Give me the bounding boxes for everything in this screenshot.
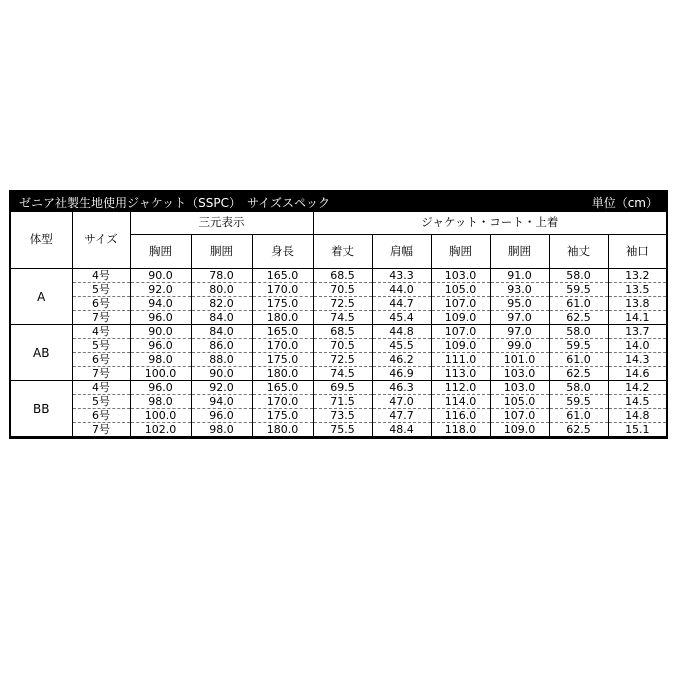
value-cell: 107.0 [431,297,490,311]
size-cell: 7号 [72,311,130,325]
value-cell: 13.7 [608,325,666,339]
value-cell: 96.0 [130,339,191,353]
value-cell: 84.0 [191,325,252,339]
header-size: サイズ [72,212,130,269]
value-cell: 74.5 [313,367,372,381]
value-cell: 94.0 [191,395,252,409]
value-cell: 98.0 [191,423,252,437]
value-cell: 59.5 [549,283,608,297]
header-col: 袖口 [608,235,666,269]
table-row [11,381,666,395]
table-row [11,367,666,381]
header-col: 袖丈 [549,235,608,269]
value-cell: 14.2 [608,381,666,395]
value-cell: 103.0 [490,381,549,395]
value-cell: 44.7 [372,297,431,311]
value-cell: 68.5 [313,325,372,339]
value-cell: 107.0 [490,409,549,423]
value-cell: 14.6 [608,367,666,381]
value-cell: 93.0 [490,283,549,297]
body-type-cell: BB [11,381,72,437]
table-row [11,423,666,437]
value-cell: 75.5 [313,423,372,437]
value-cell: 109.0 [431,339,490,353]
value-cell: 88.0 [191,353,252,367]
value-cell: 47.0 [372,395,431,409]
value-cell: 72.5 [313,353,372,367]
value-cell: 62.5 [549,423,608,437]
value-cell: 170.0 [252,283,313,297]
header-group-jacket: ジャケット・コート・上着 [313,212,666,235]
unit-label: 単位（cm） [591,195,658,210]
value-cell: 73.5 [313,409,372,423]
size-cell: 6号 [72,297,130,311]
value-cell: 118.0 [431,423,490,437]
table-title: ゼニア社製生地使用ジャケット（SSPC） サイズスペック [19,195,331,210]
value-cell: 96.0 [130,311,191,325]
value-cell: 13.8 [608,297,666,311]
value-cell: 170.0 [252,339,313,353]
value-cell: 100.0 [130,409,191,423]
value-cell: 86.0 [191,339,252,353]
table-row [11,353,666,367]
value-cell: 62.5 [549,367,608,381]
value-cell: 90.0 [191,367,252,381]
value-cell: 58.0 [549,381,608,395]
value-cell: 45.4 [372,311,431,325]
value-cell: 94.0 [130,297,191,311]
table-row [11,409,666,423]
value-cell: 180.0 [252,423,313,437]
table-body [11,269,666,437]
size-cell: 7号 [72,423,130,437]
value-cell: 165.0 [252,269,313,283]
value-cell: 72.5 [313,297,372,311]
value-cell: 14.5 [608,395,666,409]
value-cell: 103.0 [431,269,490,283]
value-cell: 107.0 [431,325,490,339]
value-cell: 15.1 [608,423,666,437]
value-cell: 14.1 [608,311,666,325]
value-cell: 165.0 [252,381,313,395]
value-cell: 92.0 [130,283,191,297]
size-cell: 6号 [72,409,130,423]
value-cell: 59.5 [549,395,608,409]
value-cell: 101.0 [490,353,549,367]
size-cell: 5号 [72,339,130,353]
value-cell: 114.0 [431,395,490,409]
value-cell: 14.0 [608,339,666,353]
value-cell: 96.0 [130,381,191,395]
value-cell: 180.0 [252,367,313,381]
size-cell: 7号 [72,367,130,381]
value-cell: 14.3 [608,353,666,367]
value-cell: 61.0 [549,297,608,311]
header-col: 胸囲 [431,235,490,269]
value-cell: 112.0 [431,381,490,395]
size-cell: 5号 [72,395,130,409]
size-cell: 4号 [72,325,130,339]
value-cell: 100.0 [130,367,191,381]
value-cell: 92.0 [191,381,252,395]
value-cell: 175.0 [252,353,313,367]
value-cell: 74.5 [313,311,372,325]
header-col: 胴囲 [191,235,252,269]
header-col: 着丈 [313,235,372,269]
value-cell: 113.0 [431,367,490,381]
header-body-type: 体型 [11,212,72,269]
value-cell: 95.0 [490,297,549,311]
value-cell: 84.0 [191,311,252,325]
value-cell: 98.0 [130,353,191,367]
header-col: 身長 [252,235,313,269]
value-cell: 46.2 [372,353,431,367]
value-cell: 44.0 [372,283,431,297]
header-col: 胴囲 [490,235,549,269]
value-cell: 47.7 [372,409,431,423]
value-cell: 180.0 [252,311,313,325]
body-type-cell: A [11,269,72,325]
value-cell: 109.0 [431,311,490,325]
value-cell: 175.0 [252,409,313,423]
value-cell: 71.5 [313,395,372,409]
value-cell: 98.0 [130,395,191,409]
value-cell: 68.5 [313,269,372,283]
value-cell: 58.0 [549,325,608,339]
header-col: 胸囲 [130,235,191,269]
size-cell: 6号 [72,353,130,367]
body-type-cell: AB [11,325,72,381]
header-group-3d: 三元表示 [130,212,313,235]
size-spec-table [11,212,666,437]
value-cell: 61.0 [549,353,608,367]
value-cell: 97.0 [490,311,549,325]
table-row [11,325,666,339]
value-cell: 48.4 [372,423,431,437]
size-cell: 5号 [72,283,130,297]
value-cell: 78.0 [191,269,252,283]
value-cell: 111.0 [431,353,490,367]
value-cell: 82.0 [191,297,252,311]
table-row [11,339,666,353]
value-cell: 105.0 [490,395,549,409]
table-row [11,269,666,283]
value-cell: 61.0 [549,409,608,423]
table-row [11,297,666,311]
value-cell: 46.3 [372,381,431,395]
value-cell: 80.0 [191,283,252,297]
size-spec-table-container [9,190,668,439]
value-cell: 13.5 [608,283,666,297]
table-row [11,283,666,297]
table-row [11,311,666,325]
title-bar [11,192,666,212]
value-cell: 90.0 [130,269,191,283]
value-cell: 99.0 [490,339,549,353]
value-cell: 105.0 [431,283,490,297]
value-cell: 44.8 [372,325,431,339]
value-cell: 58.0 [549,269,608,283]
value-cell: 116.0 [431,409,490,423]
value-cell: 109.0 [490,423,549,437]
value-cell: 14.8 [608,409,666,423]
value-cell: 45.5 [372,339,431,353]
size-cell: 4号 [72,269,130,283]
value-cell: 96.0 [191,409,252,423]
value-cell: 43.3 [372,269,431,283]
value-cell: 103.0 [490,367,549,381]
value-cell: 97.0 [490,325,549,339]
value-cell: 70.5 [313,339,372,353]
value-cell: 59.5 [549,339,608,353]
value-cell: 102.0 [130,423,191,437]
size-cell: 4号 [72,381,130,395]
value-cell: 62.5 [549,311,608,325]
value-cell: 165.0 [252,325,313,339]
table-row [11,395,666,409]
value-cell: 46.9 [372,367,431,381]
header-col: 肩幅 [372,235,431,269]
value-cell: 13.2 [608,269,666,283]
value-cell: 170.0 [252,395,313,409]
value-cell: 91.0 [490,269,549,283]
value-cell: 175.0 [252,297,313,311]
value-cell: 69.5 [313,381,372,395]
value-cell: 90.0 [130,325,191,339]
value-cell: 70.5 [313,283,372,297]
